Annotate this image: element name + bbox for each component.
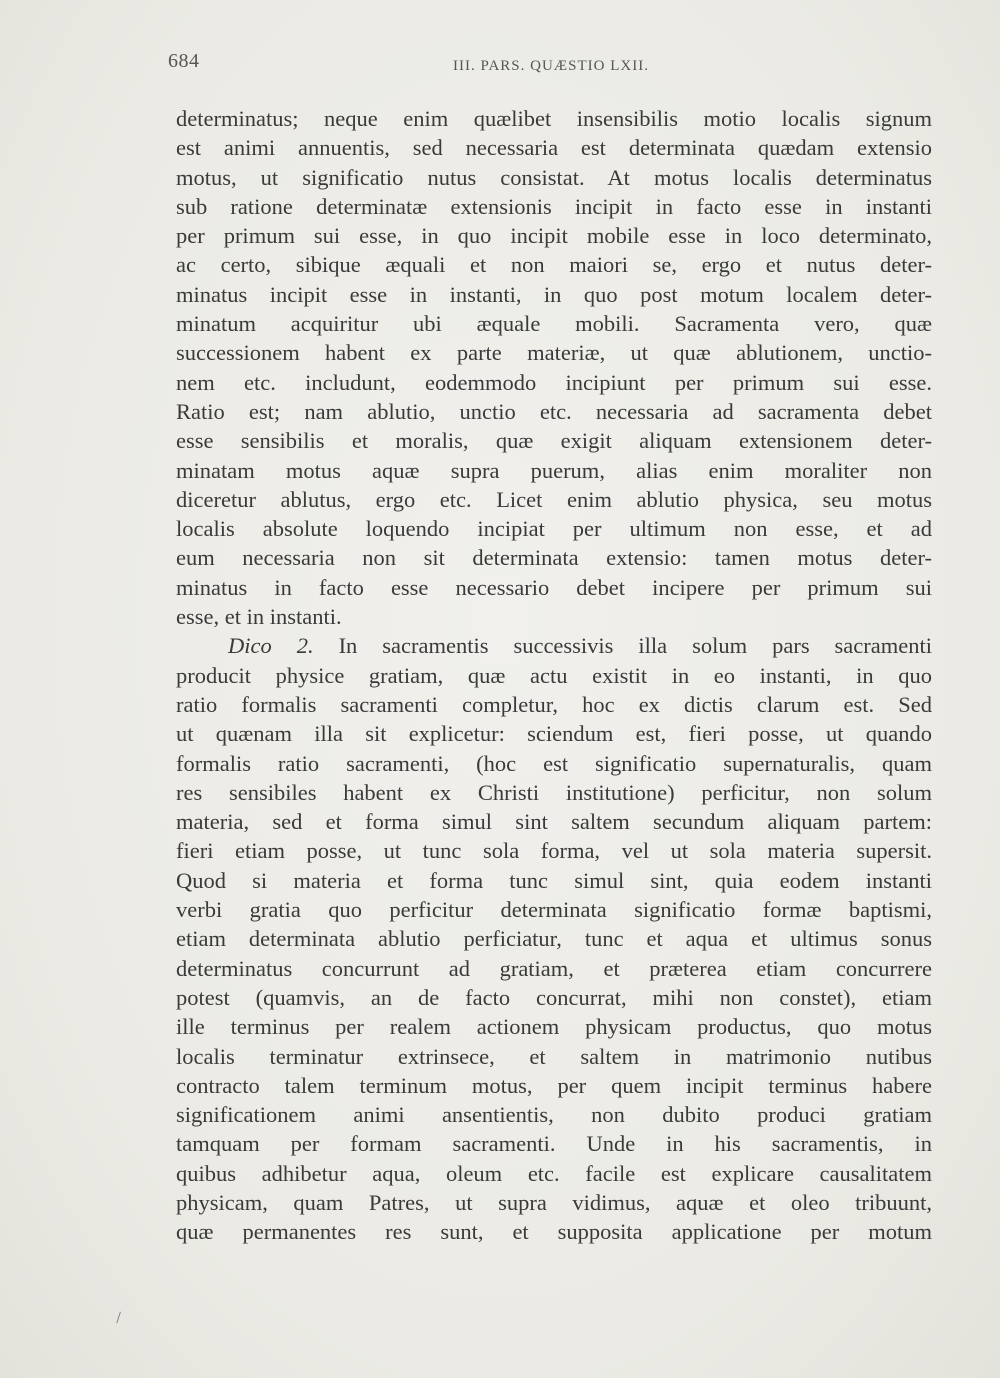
text-line: quæ permanentes res sunt, et supposita applicatione per motum (176, 1219, 932, 1245)
pencil-mark (116, 1312, 124, 1325)
text-line: diceretur ablutus, ergo etc. Licet enim ablutio physica, seu motus (176, 486, 932, 512)
text-line: localis absolute loquendo incipiat per ultimum non esse, et ad (176, 516, 932, 542)
text-line: tamquam per formam sacramenti. Unde in his sacramentis, in (176, 1131, 932, 1157)
text-line: ratio formalis sacramenti completur, hoc ex dictis clarum est. Sed (176, 691, 932, 717)
text-line: producit physice gratiam, quæ actu existit in eo instanti, in quo (176, 662, 932, 688)
text-line-rest: In sacramentis successivis illa solum pars sacramenti (338, 633, 932, 659)
text-line: sub ratione determinatæ extensionis incipit in facto esse in instanti (176, 193, 932, 219)
text-line: minatus in facto esse necessario debet incipere per primum sui (176, 574, 932, 600)
text-line: Ratio est; nam ablutio, unctio etc. necessaria ad sacramenta debet (176, 398, 932, 424)
text-line: nem etc. includunt, eodemmodo incipiunt per primum sui esse. (176, 369, 932, 395)
text-line: esse, et in instanti. (176, 604, 342, 630)
text-line: ac certo, sibique æquali et non maiori se, ergo et nutus deter- (176, 252, 932, 278)
text-line: ille terminus per realem actionem physicam productus, quo motus (176, 1014, 932, 1040)
text-line: contracto talem terminum motus, per quem incipit terminus habere (176, 1072, 932, 1098)
text-line: minatus incipit esse in instanti, in quo post motum localem deter- (176, 281, 932, 307)
text-line: quibus adhibetur aqua, oleum etc. facile est explicare causalitatem (176, 1160, 932, 1186)
text-line: Quod si materia et forma tunc simul sint, quia eodem instanti (176, 867, 932, 893)
text-line: determinatus; neque enim quælibet insensibilis motio localis signum (176, 106, 932, 131)
text-line: potest (quamvis, an de facto concurrat, mihi non constet), etiam (176, 984, 932, 1010)
text-line: physicam, quam Patres, ut supra vidimus, aquæ et oleo tribuunt, (176, 1189, 932, 1215)
dico-label: Dico 2. (228, 633, 314, 659)
text-line: formalis ratio sacramenti, (hoc est significatio supernaturalis, quam (176, 750, 932, 776)
text-line: fieri etiam posse, ut tunc sola forma, vel ut sola materia supersit. (176, 838, 932, 864)
text-line: determinatus concurrunt ad gratiam, et præterea etiam concurrere (176, 955, 932, 981)
text-line: minatam motus aquæ supra puerum, alias enim moraliter non (176, 457, 932, 483)
text-line: materia, sed et forma simul sint saltem secundum aliquam partem: (176, 809, 932, 835)
text-line: esse sensibilis et moralis, quæ exigit aliquam extensionem deter- (176, 428, 932, 454)
text-line: eum necessaria non sit determinata extensio: tamen motus deter- (176, 545, 932, 571)
text-line: successionem habent ex parte materiæ, ut quæ ablutionem, unctio- (176, 340, 932, 366)
text-line: motus, ut significatio nutus consistat. At motus localis determinatus (176, 164, 932, 190)
page-number: 684 (168, 50, 200, 72)
paragraph-start-line (176, 631, 932, 660)
text-line: ut quænam illa sit explicetur: sciendum est, fieri posse, ut quando (176, 721, 932, 747)
running-head: III. PARS. QUÆSTIO LXII. (453, 58, 649, 74)
text-line: est animi annuentis, sed necessaria est determinata quædam extensio (176, 135, 932, 161)
text-line: res sensibiles habent ex Christi institutione) perficitur, non solum (176, 779, 932, 805)
text-line: significationem animi ansentientis, non dubito produci gratiam (176, 1102, 932, 1128)
page-header (168, 50, 928, 80)
text-line: verbi gratia quo perficitur determinata significatio formæ baptismi, (176, 897, 932, 923)
text-line: per primum sui esse, in quo incipit mobile esse in loco determinato, (176, 223, 932, 249)
text-line: localis terminatur extrinsece, et saltem in matrimonio nutibus (176, 1043, 932, 1069)
text-line: etiam determinata ablutio perficiatur, tunc et aqua et ultimus sonus (176, 926, 932, 952)
text-line: minatum acquiritur ubi æquale mobili. Sacramenta vero, quæ (176, 311, 932, 337)
body-text (176, 104, 932, 1247)
